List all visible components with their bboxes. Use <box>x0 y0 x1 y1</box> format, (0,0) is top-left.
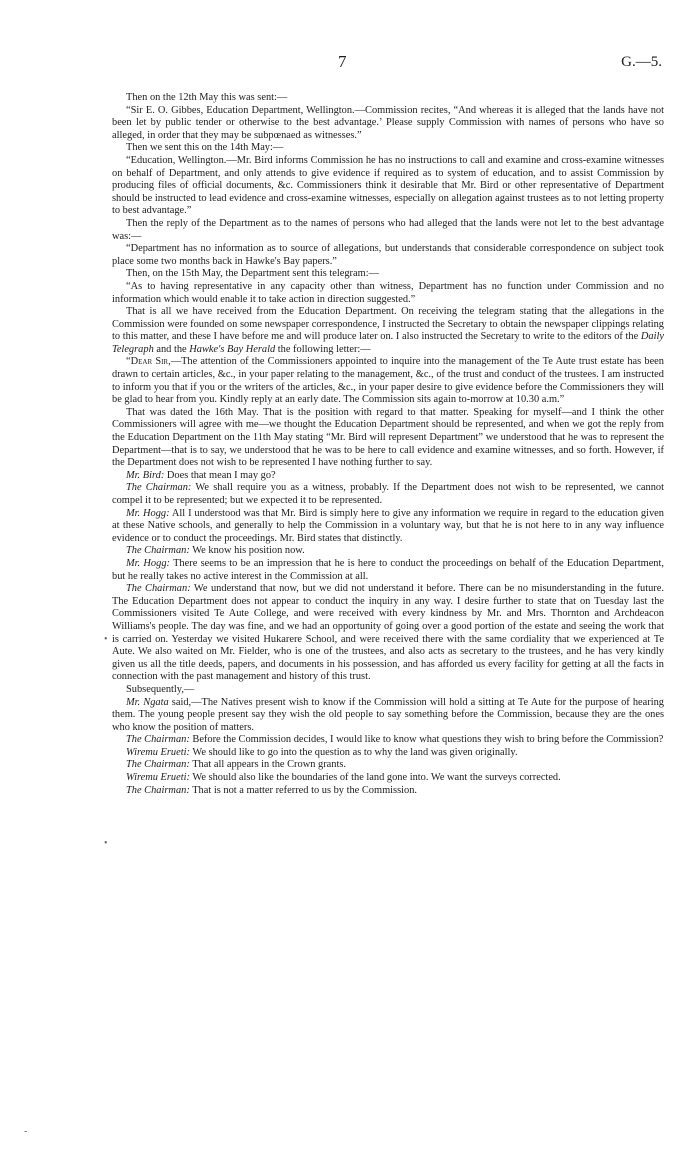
paragraph: The Chairman: We understand that now, but we did not understand it before. There can be no misunderstanding in the future. The Education Department does not appear to conduct the inquiry in any way. I desire further to state that on Tuesday last the Commissioners visited Te Aute College, and were received with every kindness by Mr. and Mrs. Thornton and Archdeacon Williams's people. The day was fine, and we had an opportunity of going over a good portion of the estate and seeing the work that is carried on. Yesterday we visited Hukarere School, and were received there with the same cordiality that we experienced at Te Aute. We also waited on Mr. Fielder, who is one of the trustees, and also acts as secretary to the trustees, and he has very kindly given us all the title deeds, papers, and documents in his possession, and has afforded us every facility for getting at all the facts in connection with the past management and history of this trust. <box>112 583 664 683</box>
paragraph: Mr. Hogg: All I understood was that Mr. Bird is simply here to give any information we require in regard to the education given at these Native schools, and generally to help the Commission in a voluntary way, but that he is not here to in any way influence evidence or to conduct the proceedings. Mr. Bird states that distinctly. <box>112 507 664 544</box>
paragraph: Mr. Ngata said,—The Natives present wish to know if the Commission will hold a sitting at Te Aute for the purpose of hearing them. The young people present say they wish the old people to say something before the Commission, because they are the ones who know the position of matters. <box>112 696 664 733</box>
document-reference: G.—5. <box>621 54 662 70</box>
speaker: The Chairman: <box>126 583 191 595</box>
paragraph: The Chairman: We shall require you as a witness, probably. If the Department does not wish to be represented, we cannot compel it to be represented; but we expected it to be represented. <box>112 482 665 506</box>
speaker: The Chairman: <box>126 759 190 771</box>
page-number: 7 <box>338 52 347 71</box>
paragraph: The Chairman: Before the Commission decides, I would like to know what questions they wish to bring before the Commission? <box>126 734 664 746</box>
margin-mark: - <box>24 1126 28 1137</box>
page-header <box>0 52 700 76</box>
paragraph: “Department has no information as to source of allegations, but understands that considerable correspondence on subject took place some two months back in Hawke's Bay papers.” <box>112 243 664 267</box>
paragraph: Mr. Hogg: There seems to be an impression that he is here to conduct the proceedings on behalf of the Education Department, but he really takes no active interest in the Commission at all. <box>112 557 664 582</box>
paragraph: “Education, Wellington.—Mr. Bird informs Commission he has no instructions to call and examine and cross-examine witnesses on behalf of Department, and only attends to give evidence if required as to system of education, and to assist Commission by producing files of official documents, &c. Commissioners think it desirable that Mr. Bird or other representative of Department should be instructed to lead evidence and cross-examine witnesses, especially on allegation against trustees as to not letting property to best advantage.” <box>112 154 664 217</box>
newspaper-title: Hawke's Bay Herald <box>189 343 276 355</box>
paragraph: That is all we have received from the Education Department. On receiving the telegram stating that the allegations in the Commission were founded on some newspaper correspondence, I instructed the Secretary to obtain the newspaper clippings relating to this matter, and these I have before me and will produce later on. I also instructed the Secretary to write to the editors of the Daily Telegraph and the Hawke's Bay Herald the following letter:— <box>112 306 664 355</box>
document-body <box>112 92 664 797</box>
speaker: The Chairman: <box>126 784 190 796</box>
paragraph: “Sir E. O. Gibbes, Education Department, Wellington.—Commission recites, “And whereas it is alleged that the lands have not been let by public tender or otherwise to the best advantage.’ Please supply Commission with names of persons who have so alleged, in order that they may be subpœnaed as witnesses.” <box>112 104 664 141</box>
speaker: Mr. Ngata <box>126 696 169 708</box>
speaker: The Chairman: <box>126 734 190 746</box>
paragraph: Wiremu Erueti: We should like to go into the question as to why the land was given originally. <box>126 746 518 758</box>
paragraph: The Chairman: That all appears in the Crown grants. <box>126 759 347 771</box>
speaker: Wiremu Erueti: <box>126 772 190 784</box>
paragraph: “As to having representative in any capacity other than witness, Department has no function under Commission and no information which would enable it to take action in direction suggested.” <box>112 280 664 305</box>
paragraph: “Dear Sir,—The attention of the Commissioners appointed to inquire into the management of the Te Aute trust estate has been drawn to certain articles, &c., in your paper relating to the management, &c., of the trust and conduct of the trustees. I am instructed to inform you that if you or the writers of the articles, &c., in your paper desire to give evidence before the Commissioners they will be glad to hear from you. Kindly reply at an early date. The Commission sits again to-morrow at 10.30 a.m.” <box>112 356 664 406</box>
paragraph: Then the reply of the Department as to the names of persons who had alleged that the lands were not let to the best advantage was:— <box>112 217 664 242</box>
margin-mark: • <box>104 634 108 645</box>
paragraph: The Chairman: That is not a matter referred to us by the Commission. <box>126 784 418 796</box>
speaker: The Chairman: <box>126 545 190 557</box>
paragraph: Then we sent this on the 14th May:— <box>126 142 284 154</box>
speaker: The Chairman: <box>126 482 192 494</box>
paragraph: Then, on the 15th May, the Department sent this telegram:— <box>126 268 379 280</box>
speaker: Wiremu Erueti: <box>126 746 190 758</box>
paragraph: The Chairman: We know his position now. <box>126 545 305 557</box>
paragraph: Then on the 12th May this was sent:— <box>126 92 288 103</box>
speaker: Mr. Hogg: <box>126 557 170 569</box>
margin-mark: • <box>104 838 108 849</box>
paragraph: Subsequently,— <box>126 683 195 695</box>
newspaper-title: Daily Telegraph <box>112 331 664 355</box>
paragraph: Mr. Bird: Does that mean I may go? <box>126 469 276 481</box>
paragraph: That was dated the 16th May. That is the position with regard to that matter. Speaking for myself—and I think the other Commissioners will agree with me—we thought the Education Department should be represented, and when we got the reply from the Education Department on the 11th May stating “Mr. Bird will represent Department” we understood that he was to represent the Department—that is to say, we understood that he was to be here to call evidence and examine witnesses, and so forth. However, if the Department does not wish to be represented I have nothing further to say. <box>112 406 664 469</box>
speaker: Mr. Hogg: <box>126 507 170 519</box>
salutation: Dear Sir <box>130 356 169 368</box>
paragraph: Wiremu Erueti: We should also like the boundaries of the land gone into. We want the surveys corrected. <box>126 772 561 784</box>
speaker: Mr. Bird: <box>126 469 165 481</box>
